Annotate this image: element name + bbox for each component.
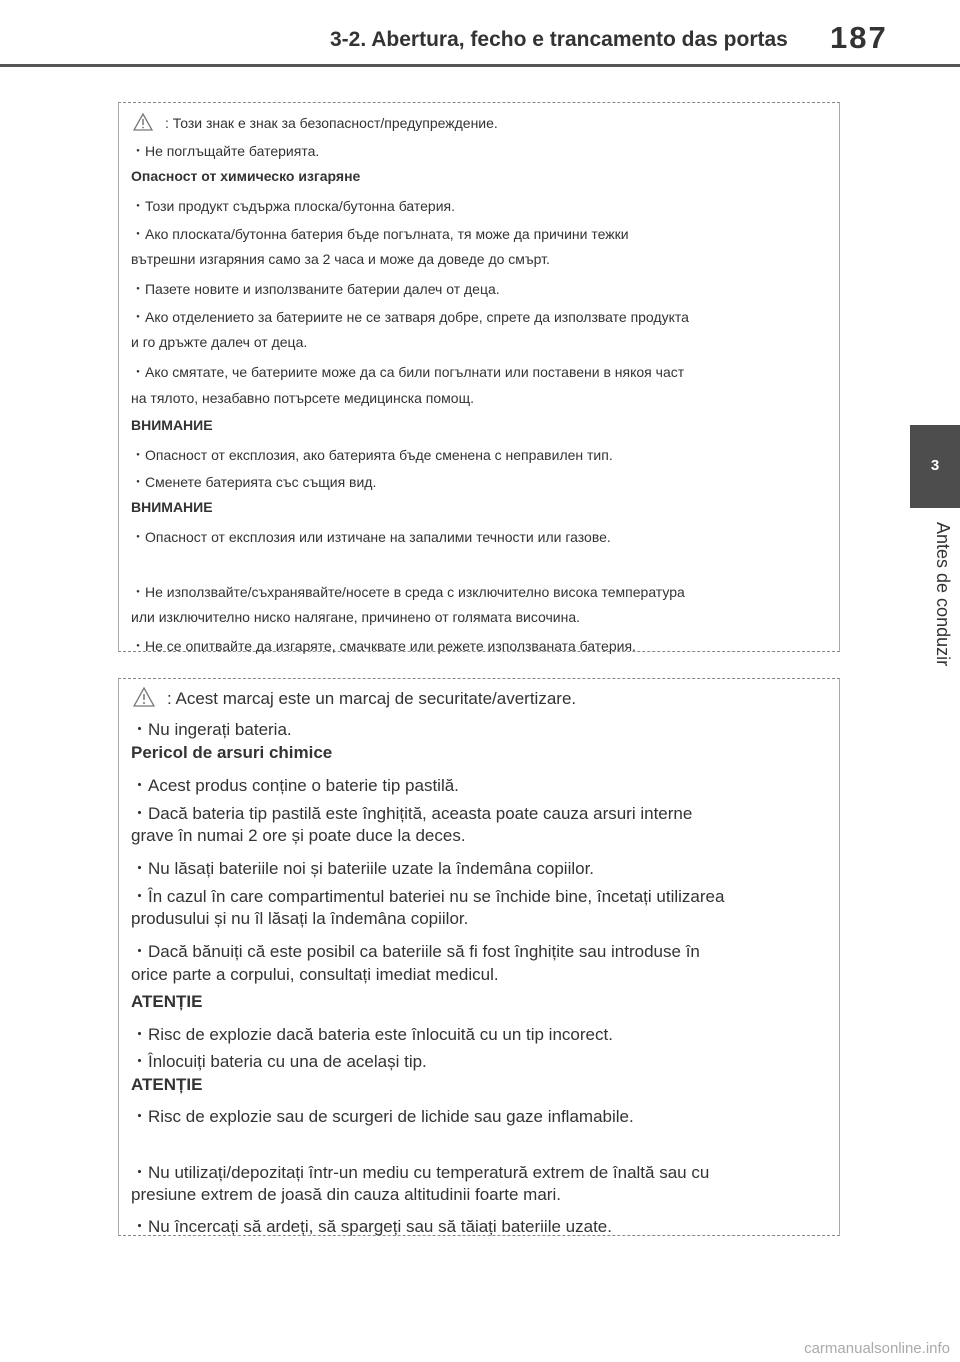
caution-heading: ВНИМАНИЕ	[131, 499, 213, 515]
bullet-line: ・Този продукт съдържа плоска/бутонна батерия.	[131, 198, 455, 214]
bullet-line: ・Risc de explozie sau de scurgeri de lichide sau gaze inflamabile.	[131, 1107, 634, 1126]
chapter-number: 3	[930, 457, 940, 474]
bullet-line: ・Опасност от експлозия, ако батерията бъде сменена с неправилен тип.	[131, 447, 613, 463]
continuation-line: и го дръжте далеч от деца.	[131, 334, 308, 350]
bullet-line: ・Dacă bănuiți că este posibil ca bateriile să fi fost înghițite sau introduse în	[131, 942, 700, 961]
bullet-line: ・Не се опитвайте да изгаряте, смачквате или режете използваната батерия.	[131, 638, 636, 654]
bullet-line: ・Nu utilizați/depozitați într-un mediu cu temperatură extrem de înaltă sau cu	[131, 1163, 710, 1182]
bullet-line: ・Сменете батерията със същия вид.	[131, 474, 377, 490]
chapter-tab[interactable]	[910, 425, 960, 508]
bullet-line: ・Nu ingerați bateria.	[131, 720, 292, 739]
bullet-line: ・Не поглъщайте батерията.	[131, 143, 320, 159]
caution-heading: ATENȚIE	[131, 992, 203, 1011]
bulgarian-warning-box	[118, 102, 840, 652]
warning-line	[133, 113, 498, 134]
caution-heading: ВНИМАНИЕ	[131, 417, 213, 433]
continuation-line: на тялото, незабавно потърсете медицинска помощ.	[131, 390, 474, 406]
warning-triangle-icon	[133, 113, 153, 134]
header-divider	[0, 64, 960, 67]
bullet-line: ・Ако смятате, че батериите може да са били погълнати или поставени в някоя част	[131, 364, 685, 380]
warning-line	[133, 687, 576, 712]
bullet-line: ・În cazul în care compartimentul bateriei nu se închide bine, încetați utilizarea	[131, 887, 725, 906]
hazard-heading: Pericol de arsuri chimice	[131, 743, 333, 762]
bullet-line: ・Пазете новите и използваните батерии далеч от деца.	[131, 281, 500, 297]
warning-triangle-icon	[133, 687, 155, 712]
continuation-line: или изключително ниско налягане, причинено от голямата височина.	[131, 609, 580, 625]
bullet-line: ・Risc de explozie dacă bateria este înlocuită cu un tip incorect.	[131, 1025, 613, 1044]
hazard-heading: Опасност от химическо изгаряне	[131, 168, 361, 184]
bullet-line: ・Acest produs conține o baterie tip pastilă.	[131, 776, 459, 795]
continuation-line: produsului și nu îl lăsați la îndemâna copiilor.	[131, 909, 469, 928]
chapter-label: Antes de conduzir	[933, 522, 953, 667]
bullet-line: ・Dacă bateria tip pastilă este înghițită, aceasta poate cauza arsuri interne	[131, 804, 693, 823]
romanian-warning-box	[118, 678, 840, 1236]
continuation-line: grave în numai 2 ore și poate duce la deces.	[131, 826, 466, 845]
warning-line-text: : Acest marcaj este un marcaj de securitate/avertizare.	[167, 689, 577, 708]
bullet-line: ・Nu încercați să ardeți, să spargeți sau să tăiați bateriile uzate.	[131, 1217, 612, 1236]
bullet-line: ・Înlocuiți bateria cu una de același tip.	[131, 1052, 427, 1071]
page-number: 187	[830, 20, 888, 55]
warning-line-text: : Този знак е знак за безопасност/предупреждение.	[165, 115, 498, 131]
continuation-line: вътрешни изгаряния само за 2 часа и може да доведе до смърт.	[131, 251, 550, 267]
bullet-line: ・Опасност от експлозия или изтичане на запалими течности или газове.	[131, 529, 611, 545]
bullet-line: ・Nu lăsați bateriile noi și bateriile uzate la îndemâna copiilor.	[131, 859, 595, 878]
bullet-line: ・Ако отделението за батериите не се затваря добре, спрете да използвате продукта	[131, 309, 689, 325]
bullet-line: ・Не използвайте/съхранявайте/носете в среда с изключително висока температура	[131, 584, 685, 600]
site-watermark: carmanualsonline.info	[804, 1340, 950, 1357]
continuation-line: orice parte a corpului, consultați imediat medicul.	[131, 965, 499, 984]
continuation-line: presiune extrem de joasă din cauza altitudinii foarte mari.	[131, 1185, 561, 1204]
section-title: 3-2. Abertura, fecho e trancamento das portas	[330, 28, 788, 51]
bullet-line: ・Ако плоската/бутонна батерия бъде погълната, тя може да причини тежки	[131, 226, 629, 242]
caution-heading: ATENȚIE	[131, 1075, 203, 1094]
